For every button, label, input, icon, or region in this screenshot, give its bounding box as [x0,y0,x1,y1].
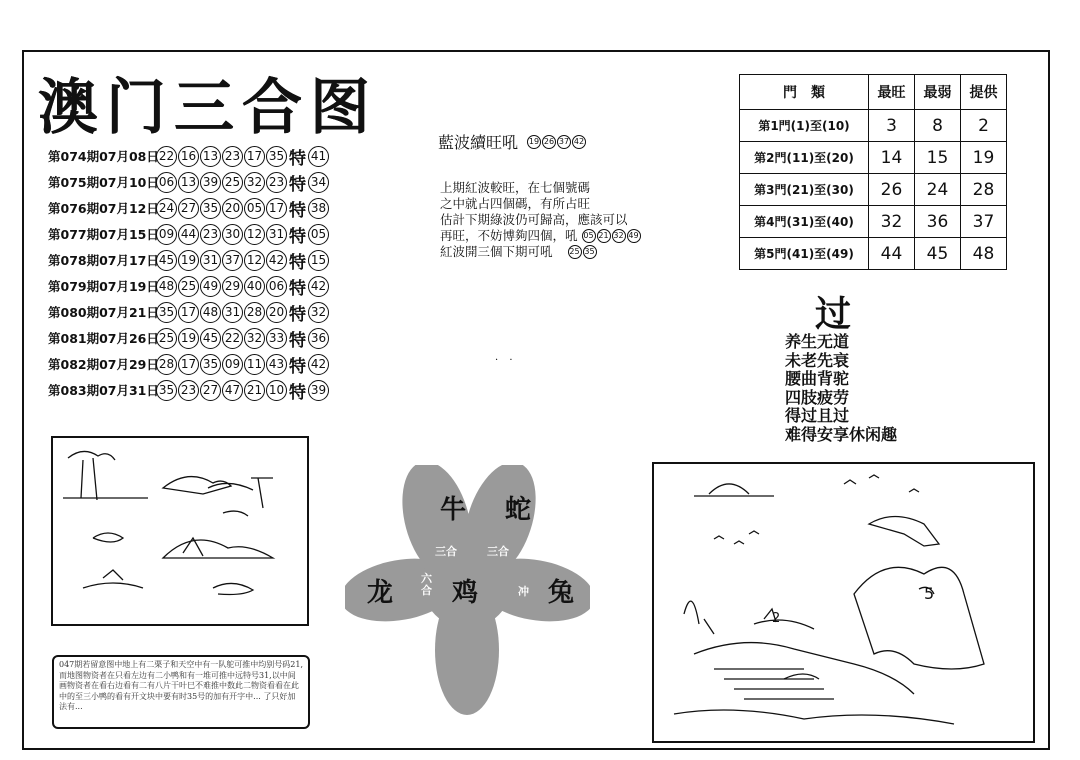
draw-label: 第074期07月08日 [48,149,159,164]
blue-wave-heading [438,130,586,153]
draw-history-list [48,143,368,403]
number-ball: 35 [156,302,177,323]
draw-row [48,221,368,247]
special-ball: 15 [308,250,329,271]
note-balls [581,229,641,243]
number-ball: 17 [266,198,287,219]
gate-min: 15 [915,142,961,174]
note-line: 估計下期綠波仍可歸高，應該可以 [440,212,628,227]
special-ball: 41 [308,146,329,167]
special-marker: 特 [289,356,306,377]
liuhe-label: 六合 [421,572,432,597]
draw-row [48,195,368,221]
draw-row [48,299,368,325]
number-ball: 17 [244,146,265,167]
note-line [440,228,641,244]
special-marker: 特 [289,330,306,351]
special-marker: 特 [289,174,306,195]
gate-min: 24 [915,174,961,206]
number-ball: 12 [244,250,265,271]
poem-line: 养生无道 [785,332,850,351]
draw-row [48,377,368,403]
number-ball: 33 [266,328,287,349]
number-ball: 24 [156,198,177,219]
draw-row [48,143,368,169]
blue-wave-text: 藍波續旺吼 [438,133,519,152]
number-ball: 25 [156,328,177,349]
number-ball: 17 [178,354,199,375]
number-ball: 31 [200,250,221,271]
special-marker: 特 [289,252,306,273]
poem-line: 未老先衰 [785,350,850,370]
number-ball: 35 [200,198,221,219]
gate-label: 第5門(41)至(49) [740,238,869,270]
landscape-sketch [53,438,307,624]
header-max: 最旺 [869,75,915,110]
header-give: 提供 [961,75,1007,110]
number-ball: 28 [156,354,177,375]
number-ball: 35 [156,380,177,401]
draw-label: 第080期07月21日 [48,305,159,320]
number-ball: 25 [178,276,199,297]
mini-number-ball: 21 [597,229,611,243]
poem-title: 过 [815,294,852,335]
draw-row [48,273,368,299]
mini-number-ball: 37 [557,135,571,149]
note-line: 上期紅波較旺，在七個號碼 [440,180,591,195]
draw-label: 第082期07月29日 [48,357,159,372]
number-ball: 13 [200,146,221,167]
wave-note [440,180,641,260]
draw-label: 第078期07月17日 [48,253,159,268]
rabbit-number-2: 2 [772,611,781,626]
gate-max: 14 [869,142,915,174]
gate-label: 第3門(21)至(30) [740,174,869,206]
number-ball: 47 [222,380,243,401]
gates-row [740,142,1007,174]
number-ball: 45 [156,250,177,271]
special-ball: 32 [308,302,329,323]
sanhe-left-label: 三合 [435,545,457,558]
mini-number-ball: 25 [568,245,582,259]
number-ball: 42 [266,250,287,271]
special-ball: 42 [308,354,329,375]
zodiac-flower [345,465,590,720]
number-ball: 48 [200,302,221,323]
note-line-text: 紅波開三個下期可吼 [440,244,553,259]
gate-max: 3 [869,110,915,142]
number-ball: 49 [200,276,221,297]
mini-number-ball: 26 [542,135,556,149]
page-title: 澳门三合图 [38,73,378,143]
draw-label: 第083期07月31日 [48,383,159,398]
special-ball: 05 [308,224,329,245]
number-ball: 19 [178,250,199,271]
special-marker: 特 [289,304,306,325]
number-ball: 06 [266,276,287,297]
note-line-text: 再旺，不妨博夠四個，吼 [440,228,578,243]
special-ball: 38 [308,198,329,219]
header-gate: 門 類 [740,75,869,110]
number-ball: 05 [244,198,265,219]
poem [785,333,897,444]
special-marker: 特 [289,148,306,169]
mini-number-ball: 42 [572,135,586,149]
gate-max: 44 [869,238,915,270]
gate-min: 36 [915,206,961,238]
number-ball: 09 [222,354,243,375]
number-ball: 23 [178,380,199,401]
draw-row [48,325,368,351]
note-balls [567,245,597,259]
number-ball: 13 [178,172,199,193]
number-ball: 32 [244,328,265,349]
number-ball: 20 [266,302,287,323]
special-marker: 特 [289,226,306,247]
gate-give: 2 [961,110,1007,142]
gates-row [740,174,1007,206]
number-ball: 12 [244,224,265,245]
number-ball: 21 [244,380,265,401]
number-ball: 17 [178,302,199,323]
gate-give: 48 [961,238,1007,270]
mini-number-ball: 19 [527,135,541,149]
draw-label: 第076期07月12日 [48,201,159,216]
zodiac-snake: 蛇 [505,495,532,525]
draw-row [48,351,368,377]
poem-line: 四肢疲劳 [785,387,850,407]
number-ball: 23 [222,146,243,167]
special-ball: 39 [308,380,329,401]
number-ball: 16 [178,146,199,167]
draw-label: 第075期07月10日 [48,175,159,190]
note-line [440,244,641,260]
number-ball: 39 [200,172,221,193]
gates-row [740,110,1007,142]
number-ball: 25 [222,172,243,193]
number-ball: 35 [266,146,287,167]
number-ball: 31 [222,302,243,323]
special-marker: 特 [289,200,306,221]
gates-row [740,238,1007,270]
gate-min: 45 [915,238,961,270]
landscape-illustration-right [652,462,1035,743]
blue-wave-balls [526,135,586,149]
zodiac-dragon: 龙 [367,578,394,608]
mini-number-ball: 49 [627,229,641,243]
mini-number-ball: 32 [612,229,626,243]
number-ball: 27 [178,198,199,219]
chong-label: 冲 [518,585,529,598]
zodiac-ox: 牛 [440,495,467,525]
gate-max: 32 [869,206,915,238]
gate-max: 26 [869,174,915,206]
number-ball: 22 [156,146,177,167]
zodiac-rabbit: 兔 [548,578,575,608]
note-line: 之中就占四個碼，有所占旺 [440,196,591,211]
poem-line: 得过且过 [785,406,850,425]
number-ball: 35 [200,354,221,375]
number-ball: 06 [156,172,177,193]
special-ball: 34 [308,172,329,193]
special-marker: 特 [289,278,306,299]
draw-label: 第081期07月26日 [48,331,159,346]
header-min: 最弱 [915,75,961,110]
draw-row [48,169,368,195]
gate-give: 37 [961,206,1007,238]
gates-row [740,206,1007,238]
number-ball: 44 [178,224,199,245]
gates-header-row [740,75,1007,110]
number-ball: 31 [266,224,287,245]
number-ball: 10 [266,380,287,401]
cliff-sketch [654,464,1033,741]
special-ball: 36 [308,328,329,349]
cliff-number-5: 5 [924,584,935,603]
special-marker: 特 [289,382,306,403]
zodiac-rooster: 鸡 [452,578,479,608]
gate-give: 19 [961,142,1007,174]
number-ball: 30 [222,224,243,245]
poem-line: 腰曲背驼 [785,369,850,388]
number-ball: 22 [222,328,243,349]
number-ball: 20 [222,198,243,219]
gate-label: 第1門(1)至(10) [740,110,869,142]
gates-table [739,74,1007,270]
number-ball: 40 [244,276,265,297]
draw-label: 第079期07月19日 [48,279,159,294]
riddle-box: 047期若留意图中地上有二栗子和天空中有一队鸵可推中均别号码21,而地图物资者在只看左边有二小鸭和有一堆可推中远特号31,以中间画物资者在看右边看有二有八片干叶巳不难推中数此二物资看看在此中的至三小鸭的看有开文块中要有时35号的加有开字中... 了只好加法有... [52,655,310,729]
draw-row [48,247,368,273]
number-ball: 37 [222,250,243,271]
mini-number-ball: 05 [582,229,596,243]
gate-label: 第4門(31)至(40) [740,206,869,238]
number-ball: 48 [156,276,177,297]
draw-label: 第077期07月15日 [48,227,159,242]
number-ball: 32 [244,172,265,193]
number-ball: 29 [222,276,243,297]
number-ball: 09 [156,224,177,245]
number-ball: 23 [266,172,287,193]
number-ball: 43 [266,354,287,375]
decorative-dots: · · [495,355,517,366]
number-ball: 19 [178,328,199,349]
gate-give: 28 [961,174,1007,206]
special-ball: 42 [308,276,329,297]
gate-label: 第2門(11)至(20) [740,142,869,174]
mini-number-ball: 35 [583,245,597,259]
number-ball: 23 [200,224,221,245]
gate-min: 8 [915,110,961,142]
number-ball: 45 [200,328,221,349]
number-ball: 27 [200,380,221,401]
number-ball: 11 [244,354,265,375]
sanhe-right-label: 三合 [487,545,509,558]
landscape-illustration-left [51,436,309,626]
number-ball: 28 [244,302,265,323]
poem-line: 难得安享休闲趣 [785,424,898,444]
